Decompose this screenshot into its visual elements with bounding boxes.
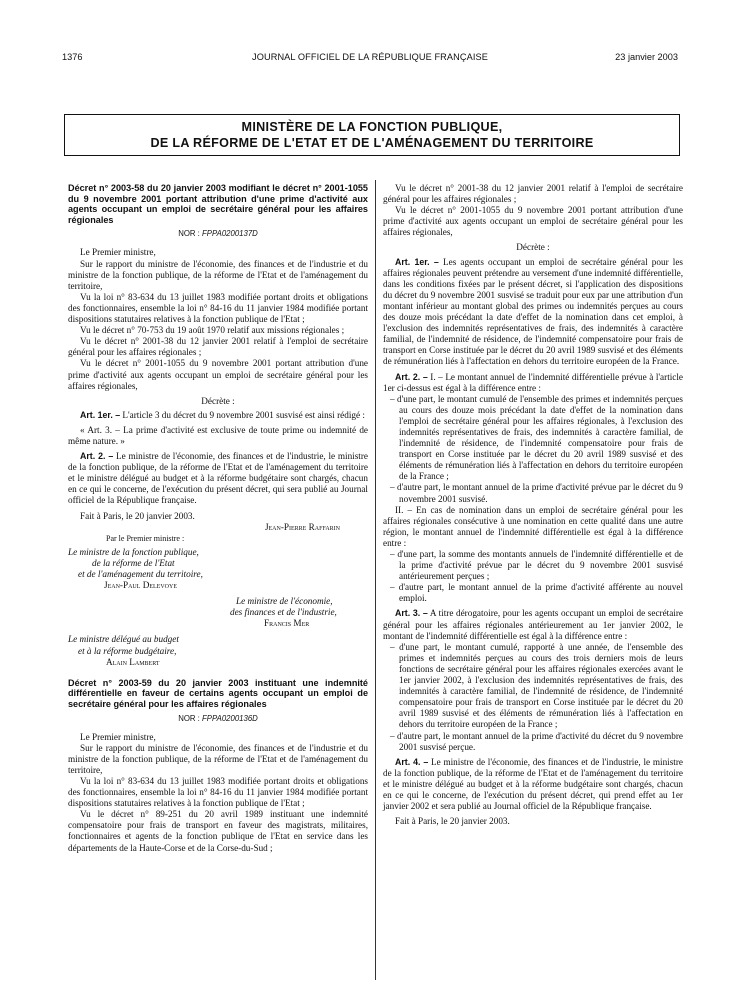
signature-eco: Francis Mer [264, 618, 310, 629]
decree-2-art2-ii: II. – En cas de nomination dans un emploi de secrétaire général pour les affaires régionales consécutive à une nomination en cette qualité dans une autre région, le montant annuel de l'indemnité différentielle est égal à la différence entre : [383, 504, 683, 548]
decree-1-p2: Sur le rapport du ministre de l'économie, des finances et de l'industrie et du ministre de la fonction publique, de la réforme de l'Etat et de l'aménagement du territoire, [68, 258, 368, 291]
signature-pm: Jean-Pierre Raffarin [264, 521, 340, 532]
list-item: – d'une part, le montant cumulé, rapporté à une année, de l'ensemble des primes et indemnités perçues au cours des trois derniers mois de leurs fonctions de secrétaire général pour les affaires régionales exercées avant le 1er janvier 2002, à l'exclusion des indemnités représentatives de frais, des indemnités à caractère familial, de l'indemnité de résidence, de l'indemnité compensatoire pour frais de transport en Corse instituée par le décret du 20 avril 1989 susvisé et des éléments de rémunération liés à l'affectation en dehors du territoire européen de la France ; [390, 641, 683, 730]
article-text: Les agents occupant un emploi de secrétaire général pour les affaires régionales peuvent prétendre au versement d'une indemnité différentielle, dans les conditions fixées par le présent décret, si l'application des dispositions du décret du 9 novembre 2001 susvisé se traduit pour eux par une attribution d'un montant inférieur au montant global des primes ou indemnités perçues au cours des douze mois précédant la date d'effet de la nomination dans cet emploi, à l'exclusion des indemnités représentatives de frais, des indemnités à caractère familial, de l'indemnité de résidence, de l'indemnité compensatoire pour frais de transport en Corse instituée par le décret du 20 avril 1989 susvisé et des éléments de rémunération liés à l'affectation en dehors du territoire européen de la France. [383, 256, 683, 367]
decree-2-fait: Fait à Paris, le 20 janvier 2003. [395, 816, 510, 827]
minister-fp-2 [68, 558, 368, 569]
article-label: Art. 1er. – [395, 256, 439, 267]
nor-code: FPPA0200137D [202, 229, 258, 239]
decree-1-art2 [68, 451, 368, 506]
decree-1-art1-quote: « Art. 3. – La prime d'activité est exclusive de toute prime ou indemnité de même nature. » [68, 424, 368, 446]
decree-2-p3: Vu la loi n° 83-634 du 13 juillet 1983 modifiée portant droits et obligations des fonctionnaires, ensemble la loi n° 84-16 du 11 janvier 1984 modifiée portant dispositions statutaires relatives à la fonction publique de l'Etat ; [68, 776, 368, 809]
right-column [383, 183, 683, 827]
minister-bud-2 [68, 646, 368, 657]
list-item: – d'autre part, le montant annuel de la prime d'activité du décret du 9 novembre 2001 susvisé perçue. [390, 730, 683, 752]
column-divider [375, 180, 376, 980]
signature-bud: Alain Lambert [106, 656, 160, 667]
minister-eco-2-text: des finances et de l'industrie, [230, 607, 337, 618]
list-item: – d'une part, la somme des montants annuels de l'indemnité différentielle et de la prime d'activité prévue par le décret du 9 novembre 2001 susvisé antérieurement perçues ; [390, 549, 683, 582]
minister-fp-2-text: de la réforme de l'Etat [92, 557, 175, 568]
list-item: – d'une part, le montant cumulé de l'ensemble des primes et indemnités perçues au cours des douze mois précédant la date d'effet de la nomination dans l'emploi de secrétaire général pour les affaires régionales, à l'exclusion des indemnités représentatives de frais, des indemnités à caractère familial, de l'indemnité de résidence, de l'indemnité compensatoire pour frais de transport en Corse instituée par le décret du 20 avril 1989 susvisé et des éléments de rémunération liés à l'affectation en dehors du territoire européen de la France ; [390, 393, 683, 482]
decree-1-p6: Vu le décret n° 2001-1055 du 9 novembre 2001 portant attribution d'une prime d'activité aux agents occupant un emploi de secrétaire général pour les affaires régionales, [68, 358, 368, 391]
article-text: Le ministre de l'économie, des finances et de l'industrie, le ministre de la fonction publique, de la réforme de l'Etat et de l'aménagement du territoire et le ministre délégué au budget et à la réforme budgétaire sont chargés, chacun en ce qui le concerne, de l'exécution du présent décret, qui prend effet au 1er janvier 2002 et sera publié au Journal officiel de la République française. [383, 756, 684, 812]
decree-2-p4: Vu le décret n° 89-251 du 20 avril 1989 instituant une indemnité compensatoire pour frais de transport en faveur des magistrats, militaires, fonctionnaires et agents de la fonction publique de l'Etat en service dans les départements de la Haute-Corse et de la Corse-du-Sud ; [68, 809, 368, 853]
minister-eco-1-text: Le ministre de l'économie, [236, 596, 333, 607]
decree-1-p3: Vu la loi n° 83-634 du 13 juillet 1983 modifiée portant droits et obligations des fonctionnaires, ensemble la loi n° 84-16 du 11 janvier 1984 modifiée portant dispositions statutaires relatives à la fonction publique de l'Etat ; [68, 291, 368, 325]
decree-2-p1: Le Premier ministre, [80, 731, 156, 742]
article-label: Art. 2. – [80, 451, 114, 462]
ministry-line-1: MINISTÈRE DE LA FONCTION PUBLIQUE, [241, 120, 503, 134]
minister-eco-1 [68, 596, 368, 607]
article-text: L'article 3 du décret du 9 novembre 2001 susvisé est ainsi rédigé : [122, 409, 365, 420]
minister-fp-3-text: et de l'aménagement du territoire, [78, 569, 203, 579]
par-premier-ministre: Par le Premier ministre : [106, 533, 185, 543]
decree-2-art4 [383, 757, 683, 812]
decree-2-p2: Sur le rapport du ministre de l'économie, des finances et de l'industrie et du ministre de la fonction publique, de la réforme de l'Etat et de l'aménagement du territoire, [68, 742, 368, 775]
minister-bud-2-text: et à la réforme budgétaire, [78, 645, 177, 656]
article-label: Art. 4. – [395, 756, 429, 767]
decree-2-title: Décret n° 2003-59 du 20 janvier 2003 instituant une indemnité différentielle en faveur de certains agents occupant un emploi de secrétaire général pour les affaires régionales [68, 677, 368, 709]
issue-date: 23 janvier 2003 [615, 52, 678, 62]
minister-fp-1-text: Le ministre de la fonction publique, [68, 546, 199, 557]
minister-bud-1 [68, 634, 368, 645]
decree-2-p6: Vu le décret n° 2001-1055 du 9 novembre 2001 portant attribution d'une prime d'activité aux agents occupant un emploi de secrétaire général pour les affaires régionales, [383, 205, 683, 238]
minister-fp-1 [68, 547, 368, 558]
article-text: I. – Le montant annuel de l'indemnité différentielle prévue à l'article 1er ci-dessus est égal à la différence entre : [383, 371, 684, 393]
minister-fp-3 [68, 569, 368, 580]
decree-1-p4: Vu le décret n° 70-753 du 19 août 1970 relatif aux missions régionales ; [80, 325, 345, 336]
decree-1-decrete: Décrète : [201, 395, 235, 406]
list-item: – d'autre part, le montant annuel de la prime d'activité afférente au nouvel emploi. [390, 582, 683, 604]
decree-2-art2 [383, 372, 683, 394]
article-label: Art. 3. – [395, 608, 428, 619]
nor-label: NOR : [178, 713, 200, 723]
minister-bud-1-text: Le ministre délégué au budget [68, 634, 179, 645]
decree-1-fait: Fait à Paris, le 20 janvier 2003. [80, 510, 195, 521]
nor-code: FPPA0200136D [202, 713, 258, 723]
decree-2-decrete: Décrète : [516, 242, 550, 253]
spacer [68, 668, 368, 678]
decree-1-nor [68, 228, 368, 239]
ministry-line-2: DE LA RÉFORME DE L'ETAT ET DE L'AMÉNAGEMENT DU TERRITOIRE [150, 135, 594, 150]
decree-2-art1 [383, 257, 683, 368]
article-text: A titre dérogatoire, pour les agents occupant un emploi de secrétaire général pour les affaires régionales antérieurement au 1er janvier 2002, le montant de l'indemnité différentielle est égal à la différence entre : [383, 608, 683, 641]
article-text: Le ministre de l'économie, des finances et de l'industrie, le ministre de la fonction publique, de la réforme de l'Etat et de l'aménagement du territoire et le ministre délégué au budget et à la réforme budgétaire sont chargés, chacun en ce qui le concerne, de l'exécution du présent décret, qui sera publié au Journal officiel de la République française. [68, 451, 369, 506]
nor-label: NOR : [178, 229, 200, 239]
decree-2-nor [68, 713, 368, 724]
decree-1-p5: Vu le décret n° 2001-38 du 12 janvier 2001 relatif à l'emploi de secrétaire général pour les affaires régionales ; [68, 336, 368, 358]
left-column [68, 183, 368, 854]
page-number: 1376 [62, 52, 83, 62]
decree-1-p1: Le Premier ministre, [80, 247, 156, 258]
decree-1-art1 [68, 410, 368, 421]
minister-eco-2 [68, 607, 368, 618]
article-label: Art. 1er. – [80, 409, 121, 420]
list-item: – d'autre part, le montant annuel de la prime d'activité prévue par le décret du 9 novembre 2001 susvisé. [390, 482, 683, 504]
ministry-heading [64, 114, 680, 156]
decree-2-p5: Vu le décret n° 2001-38 du 12 janvier 2001 relatif à l'emploi de secrétaire général pour les affaires régionales ; [383, 183, 683, 205]
decree-2-art3 [383, 608, 683, 641]
signature-fp: Jean-Paul Delevoye [104, 580, 177, 591]
article-label: Art. 2. – [395, 371, 428, 382]
page-header [62, 52, 678, 66]
decree-1-title: Décret n° 2003-58 du 20 janvier 2003 modifiant le décret n° 2001-1055 du 9 novembre 2001 portant attribution d'une prime d'activité aux agents occupant un emploi de secrétaire général pour les affaires régionales [68, 183, 368, 225]
journal-title: JOURNAL OFFICIEL DE LA RÉPUBLIQUE FRANÇAISE [252, 52, 488, 62]
